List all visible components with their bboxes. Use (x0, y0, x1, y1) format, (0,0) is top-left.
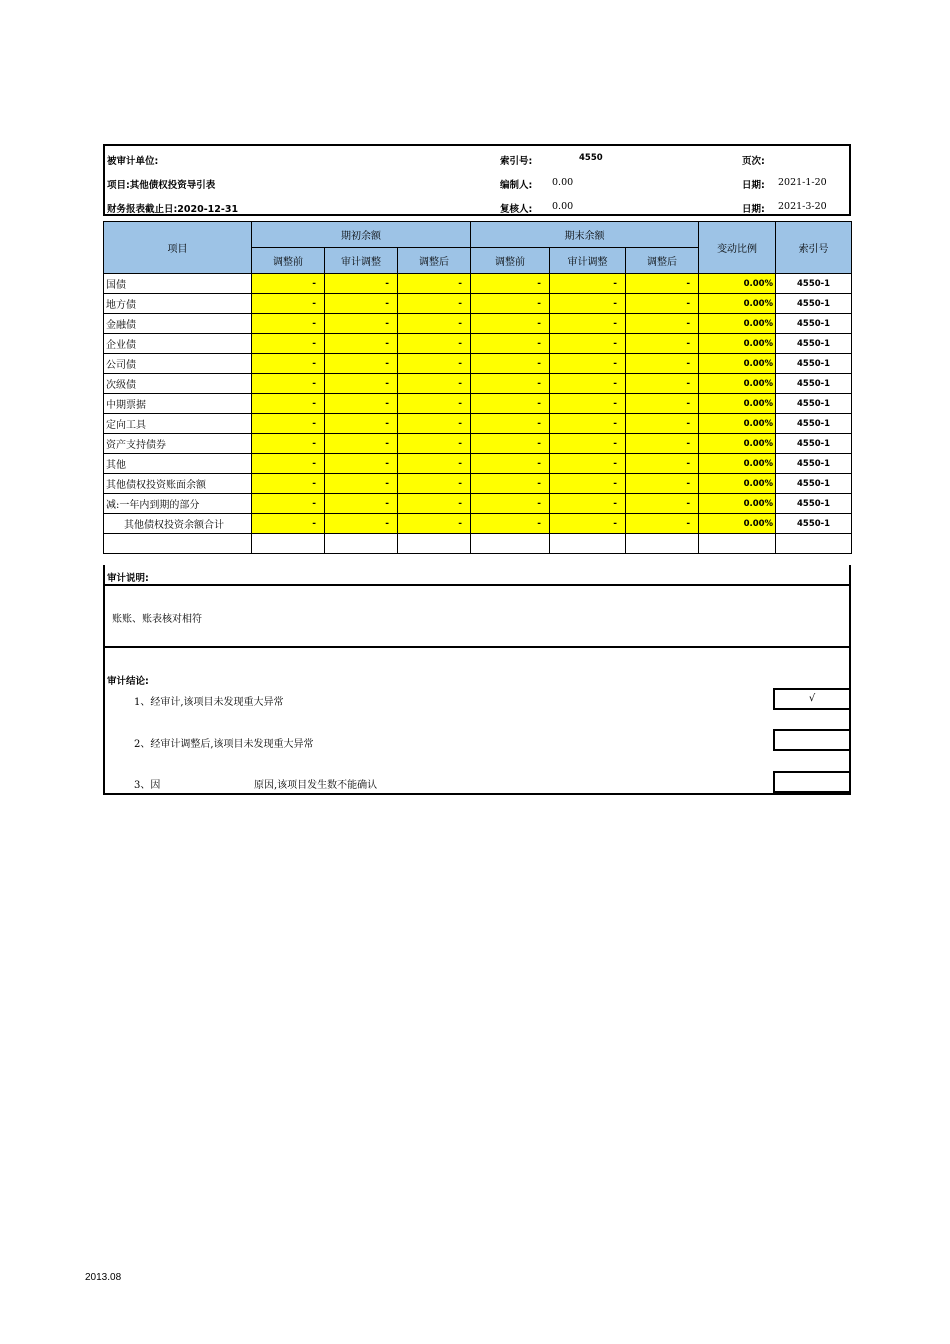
period-label: 财务报表截止日:2020-12-31 (107, 204, 239, 215)
amount-cell[interactable]: - (471, 294, 550, 314)
explain-title: 审计说明: (107, 573, 149, 584)
index-cell[interactable]: 4550-1 (776, 334, 852, 354)
change-ratio-cell[interactable]: 0.00% (699, 294, 776, 314)
conclusion-title: 审计结论: (107, 676, 149, 687)
table-row (104, 354, 852, 374)
reviewer-label: 复核人: (500, 204, 533, 215)
amount-cell[interactable]: - (252, 354, 325, 374)
amount-cell[interactable]: - (550, 474, 626, 494)
amount-cell[interactable]: - (471, 514, 550, 534)
index-cell[interactable]: 4550-1 (776, 394, 852, 414)
conclusion-3-prefix: 3、因 (134, 780, 161, 791)
amount-cell[interactable]: - (550, 374, 626, 394)
row-label: 地方债 (104, 294, 252, 314)
change-ratio-cell[interactable]: 0.00% (699, 414, 776, 434)
change-ratio-cell[interactable]: 0.00% (699, 514, 776, 534)
group-closing: 期末余额 (471, 222, 699, 248)
row-label: 金融债 (104, 314, 252, 334)
amount-cell[interactable]: - (550, 494, 626, 514)
amount-cell[interactable]: - (325, 414, 398, 434)
amount-cell[interactable]: - (398, 314, 471, 334)
table-row (104, 394, 852, 414)
sub-after: 调整后 (398, 248, 471, 274)
col-item: 项目 (104, 222, 252, 274)
amount-cell[interactable]: - (471, 414, 550, 434)
index-value: 4550 (579, 153, 603, 163)
index-label: 索引号: (500, 156, 533, 167)
sub-before: 调整前 (471, 248, 550, 274)
change-ratio-cell[interactable]: 0.00% (699, 334, 776, 354)
col-change: 变动比例 (699, 222, 776, 274)
change-ratio-cell[interactable]: 0.00% (699, 274, 776, 294)
entity-label: 被审计单位: (107, 156, 159, 167)
amount-cell[interactable]: - (252, 394, 325, 414)
amount-cell[interactable]: - (626, 274, 699, 294)
table-row (104, 414, 852, 434)
index-cell[interactable]: 4550-1 (776, 354, 852, 374)
sub-audit: 审计调整 (550, 248, 626, 274)
amount-cell[interactable]: - (626, 374, 699, 394)
amount-cell[interactable]: - (550, 434, 626, 454)
amount-cell[interactable]: - (325, 394, 398, 414)
amount-cell[interactable]: - (252, 274, 325, 294)
amount-cell[interactable]: - (252, 414, 325, 434)
row-label: 资产支持债券 (104, 434, 252, 454)
amount-cell[interactable]: - (325, 454, 398, 474)
conclusion-1-checkbox[interactable]: √ (773, 688, 849, 710)
empty-cell[interactable] (104, 534, 252, 554)
amount-cell[interactable]: - (398, 474, 471, 494)
index-cell[interactable]: 4550-1 (776, 434, 852, 454)
amount-cell[interactable]: - (252, 294, 325, 314)
table-row (104, 274, 852, 294)
index-cell[interactable]: 4550-1 (776, 274, 852, 294)
conclusion-3-checkbox[interactable] (773, 771, 849, 793)
reviewer-value: 0.00 (552, 201, 574, 212)
conclusion-2-checkbox[interactable] (773, 729, 849, 751)
amount-cell[interactable]: - (252, 454, 325, 474)
amount-cell[interactable]: - (550, 274, 626, 294)
index-cell[interactable]: 4550-1 (776, 454, 852, 474)
page-label: 页次: (742, 156, 765, 167)
row-label: 国债 (104, 274, 252, 294)
amount-cell[interactable]: - (398, 294, 471, 314)
row-label: 其他债权投资余额合计 (104, 514, 252, 534)
row-label: 其他 (104, 454, 252, 474)
change-ratio-cell[interactable]: 0.00% (699, 454, 776, 474)
amount-cell[interactable]: - (626, 474, 699, 494)
guide-table (103, 221, 852, 554)
amount-cell[interactable]: - (550, 394, 626, 414)
col-index: 索引号 (776, 222, 852, 274)
row-label: 减:一年内到期的部分 (104, 494, 252, 514)
empty-cell[interactable] (626, 534, 699, 554)
row-label: 其他债权投资账面余额 (104, 474, 252, 494)
index-cell[interactable]: 4550-1 (776, 494, 852, 514)
amount-cell[interactable]: - (398, 274, 471, 294)
amount-cell[interactable]: - (252, 514, 325, 534)
amount-cell[interactable]: - (325, 314, 398, 334)
amount-cell[interactable]: - (550, 294, 626, 314)
change-ratio-cell[interactable]: 0.00% (699, 354, 776, 374)
change-ratio-cell[interactable]: 0.00% (699, 374, 776, 394)
amount-cell[interactable]: - (398, 374, 471, 394)
amount-cell[interactable]: - (398, 354, 471, 374)
table-row (104, 314, 852, 334)
amount-cell[interactable]: - (398, 394, 471, 414)
conclusion-3-suffix: 原因,该项目发生数不能确认 (254, 780, 378, 791)
amount-cell[interactable]: - (325, 294, 398, 314)
amount-cell[interactable]: - (550, 314, 626, 334)
amount-cell[interactable]: - (550, 454, 626, 474)
table-row (104, 434, 852, 454)
empty-cell[interactable] (325, 534, 398, 554)
amount-cell[interactable]: - (325, 334, 398, 354)
amount-cell[interactable]: - (550, 354, 626, 374)
amount-cell[interactable]: - (325, 354, 398, 374)
change-ratio-cell[interactable]: 0.00% (699, 314, 776, 334)
amount-cell[interactable]: - (626, 414, 699, 434)
empty-cell[interactable] (398, 534, 471, 554)
sub-before: 调整前 (252, 248, 325, 274)
preparer-value: 0.00 (552, 177, 574, 188)
table-row (104, 374, 852, 394)
amount-cell[interactable]: - (471, 474, 550, 494)
amount-cell[interactable]: - (471, 454, 550, 474)
empty-cell[interactable] (252, 534, 325, 554)
amount-cell[interactable]: - (626, 314, 699, 334)
header-box (103, 144, 851, 216)
amount-cell[interactable]: - (626, 434, 699, 454)
table-row (104, 454, 852, 474)
amount-cell[interactable]: - (325, 274, 398, 294)
empty-cell[interactable] (699, 534, 776, 554)
sub-after: 调整后 (626, 248, 699, 274)
amount-cell[interactable]: - (252, 334, 325, 354)
row-label: 企业债 (104, 334, 252, 354)
amount-cell[interactable]: - (471, 394, 550, 414)
amount-cell[interactable]: - (325, 434, 398, 454)
change-ratio-cell[interactable]: 0.00% (699, 394, 776, 414)
table-row (104, 294, 852, 314)
amount-cell[interactable]: - (398, 334, 471, 354)
amount-cell[interactable]: - (398, 494, 471, 514)
amount-cell[interactable]: - (398, 514, 471, 534)
amount-cell[interactable]: - (626, 494, 699, 514)
amount-cell[interactable]: - (252, 314, 325, 334)
amount-cell[interactable]: - (325, 374, 398, 394)
date2-value: 2021-3-20 (778, 201, 827, 212)
amount-cell[interactable]: - (325, 474, 398, 494)
change-ratio-cell[interactable]: 0.00% (699, 434, 776, 454)
row-label: 次级债 (104, 374, 252, 394)
amount-cell[interactable]: - (471, 354, 550, 374)
footer-version: 2013.08 (85, 1272, 122, 1283)
amount-cell[interactable]: - (550, 414, 626, 434)
empty-cell[interactable] (550, 534, 626, 554)
amount-cell[interactable]: - (626, 454, 699, 474)
row-label: 公司债 (104, 354, 252, 374)
preparer-label: 编制人: (500, 180, 533, 191)
date1-label: 日期: (742, 180, 765, 191)
date2-label: 日期: (742, 204, 765, 215)
amount-cell[interactable]: - (325, 494, 398, 514)
explain-text: 账账、账表核对相符 (112, 614, 202, 625)
empty-cell[interactable] (776, 534, 852, 554)
table-row (104, 514, 852, 534)
amount-cell[interactable]: - (471, 314, 550, 334)
amount-cell[interactable]: - (252, 434, 325, 454)
worksheet (103, 144, 851, 791)
index-cell[interactable]: 4550-1 (776, 294, 852, 314)
notes-box (103, 565, 851, 795)
amount-cell[interactable]: - (471, 494, 550, 514)
index-cell[interactable]: 4550-1 (776, 514, 852, 534)
project-label: 项目:其他债权投资导引表 (107, 180, 216, 191)
amount-cell[interactable]: - (398, 454, 471, 474)
amount-cell[interactable]: - (626, 394, 699, 414)
index-cell[interactable]: 4550-1 (776, 414, 852, 434)
amount-cell[interactable]: - (626, 334, 699, 354)
amount-cell[interactable]: - (626, 294, 699, 314)
amount-cell[interactable]: - (550, 514, 626, 534)
change-ratio-cell[interactable]: 0.00% (699, 474, 776, 494)
amount-cell[interactable]: - (398, 414, 471, 434)
amount-cell[interactable]: - (626, 354, 699, 374)
empty-cell[interactable] (471, 534, 550, 554)
amount-cell[interactable]: - (626, 514, 699, 534)
change-ratio-cell[interactable]: 0.00% (699, 494, 776, 514)
index-cell[interactable]: 4550-1 (776, 314, 852, 334)
amount-cell[interactable]: - (471, 334, 550, 354)
conclusion-1: 1、经审计,该项目未发现重大异常 (134, 697, 284, 708)
amount-cell[interactable]: - (471, 374, 550, 394)
table-row (104, 494, 852, 514)
divider (105, 646, 849, 648)
table-row (104, 334, 852, 354)
amount-cell[interactable]: - (252, 374, 325, 394)
amount-cell[interactable]: - (252, 474, 325, 494)
index-cell[interactable]: 4550-1 (776, 374, 852, 394)
table-body (104, 274, 852, 554)
amount-cell[interactable]: - (252, 494, 325, 514)
index-cell[interactable]: 4550-1 (776, 474, 852, 494)
divider (105, 584, 849, 586)
amount-cell[interactable]: - (325, 514, 398, 534)
row-label: 定向工具 (104, 414, 252, 434)
group-opening: 期初余额 (252, 222, 471, 248)
date1-value: 2021-1-20 (778, 177, 827, 188)
amount-cell[interactable]: - (550, 334, 626, 354)
conclusion-2: 2、经审计调整后,该项目未发现重大异常 (134, 739, 314, 750)
amount-cell[interactable]: - (471, 274, 550, 294)
table-row (104, 474, 852, 494)
amount-cell[interactable]: - (471, 434, 550, 454)
empty-row (104, 534, 852, 554)
row-label: 中期票据 (104, 394, 252, 414)
amount-cell[interactable]: - (398, 434, 471, 454)
sub-audit: 审计调整 (325, 248, 398, 274)
